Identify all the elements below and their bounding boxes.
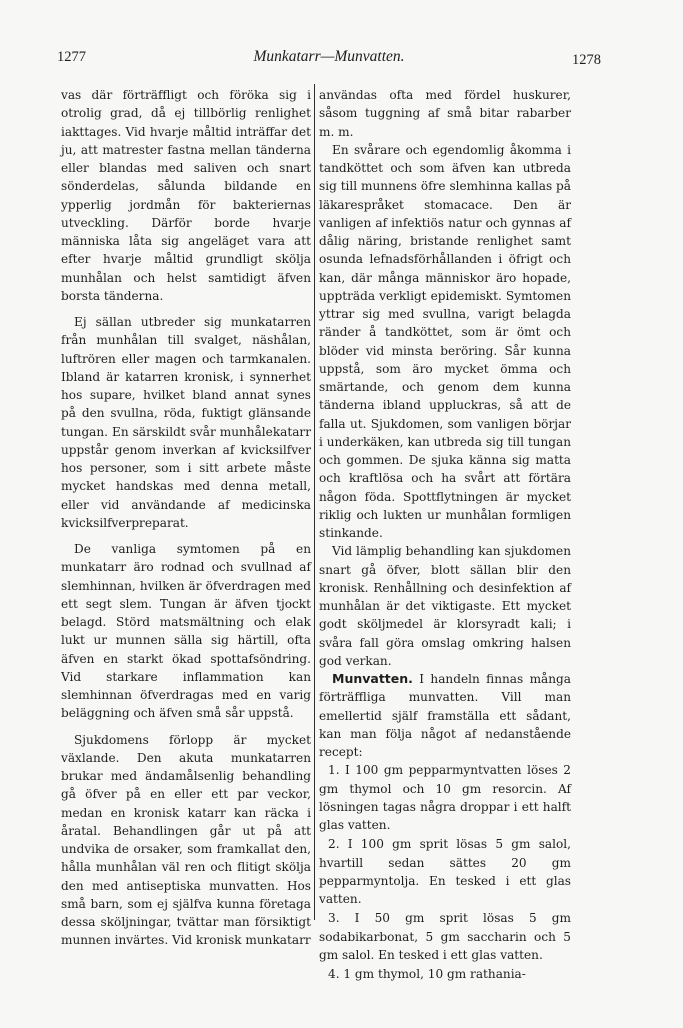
paragraph: En svårare och egendomlig åkomma i tandköttet och som äfven kan utbreda sig till munnens öfre slemhinna kallas på läkarespråket stomacace. Den är vanligen af infektiös natur och gynnas af dålig näring, bristande renlighet samt osunda lefnadsförhållanden i öfrigt och kan, där många människor äro hopade, uppträda verkligt epidemiskt. Symtomen yttrar sig med svullna, varigt belagda ränder å tandköttet, som är ömt och blöder vid minsta beröring. Sår kunna uppstå, som äro mycket ömma och smärtande, och genom dem kunna tänderna ibland uppluckras, så att de falla ut. Sjukdomen, som vanligen börjar i underkäken, kan utbreda sig till tungan och gommen. De sjuka känna sig matta och kraftlösa och ha svårt att förtära någon föda. Spottflytningen är mycket riklig och lukten ur munhålan formligen stinkande. [319, 142, 571, 540]
page-header [55, 47, 603, 73]
paragraph: Vid lämplig behandling kan sjukdomen snart gå öfver, blott sällan blir den kronisk. Renhållning och desinfektion af munhålan är det viktigaste. Ett mycket godt sköljmedel är klorsyradt kali; i svåra fall göra omslag omkring halsen god verkan. [319, 544, 571, 668]
paragraph: De vanliga symtomen på en munkatarr äro rodnad och svullnad af slemhinnan, hvilken är öfverdragen med ett segt slem. Tungan är äfven tjockt belagd. Störd matsmältning och elak lukt ur munnen sälla sig härtill, ofta äfven en starkt ökad spottafsöndring. Vid starkare inflammation kan slemhinnan öfverdragas med en varig beläggning och äfven små sår uppstå. [61, 542, 311, 721]
page-number-right: 1278 [572, 52, 601, 68]
section-paragraph [319, 670, 571, 761]
section-heading: Munvatten. [332, 671, 413, 686]
recipe-item: 4. 1 gm thymol, 10 gm rathania- [328, 967, 526, 981]
paragraph: användas ofta med fördel huskurer, såsom tuggning af små bitar rabarber m. m. [319, 88, 571, 139]
column-rule [314, 84, 315, 920]
right-column [319, 86, 571, 981]
recipe-item: 3. I 50 gm sprit lösas 5 gm sodabikarbonat, 5 gm saccharin och 5 gm salol. En tesked i ett glas vatten. [319, 911, 571, 962]
left-column [61, 86, 311, 948]
paragraph: Sjukdomens förlopp är mycket växlande. Den akuta munkatarren brukar med ändamålsenlig behandling gå öfver på en eller ett par veckor, medan en kronisk katarr kan räcka i åratal. Behandlingen går ut på att undvika de orsaker, som framkallat den, hålla munhålan väl ren och flitigt skölja den med antiseptiska munvatten. Hos små barn, som ej själfva kunna företaga dessa sköljningar, tvättar man försiktigt munnen invärtes. Vid kronisk munkatarr [61, 732, 311, 948]
page-number-left: 1277 [57, 49, 86, 65]
recipe-item: 2. I 100 gm sprit lösas 5 gm salol, hvartill sedan sättes 20 gm pepparmyntolja. En tesked i ett glas vatten. [319, 837, 571, 906]
running-title: Munkatarr—Munvatten. [253, 48, 405, 65]
section-intro: I handeln finnas många förträffliga munvatten. Vill man emellertid själf framställa ett sådant, kan man följa något af nedanstående recept: [319, 672, 571, 759]
recipe-item: 1. I 100 gm pepparmyntvatten löses 2 gm thymol och 10 gm resorcin. Af lösningen tagas några droppar i ett halft glas vatten. [319, 763, 571, 832]
paragraph: vas där förträffligt och föröka sig i otrolig grad, då ej tillbörlig renlighet iakttages. Vid hvarje måltid inträffar det ju, att matrester fastna mellan tänderna eller blandas med saliven och snart sönderdelas, sålunda bildande en ypperlig jordmån för bakteriernas utveckling. Därför borde hvarje människa låta sig angeläget vara att efter hvarje måltid grundligt skölja munhålan och helst samtidigt äfven borsta tänderna. [61, 88, 311, 303]
paragraph: Ej sällan utbreder sig munkatarren från munhålan till svalget, näshålan, luftrören eller magen och tarmkanalen. Ibland är katarren kronisk, i synnerhet hos supare, hvilket bland annat synes på den svullna, röda, fuktigt glänsande tungan. En särskildt svår munhålekatarr uppstår genom inverkan af kvicksilfver hos personer, som i sitt arbete måste mycket handskas med denna metall, eller vid användande af medicinska kvicksilfverpreparat. [61, 315, 311, 530]
